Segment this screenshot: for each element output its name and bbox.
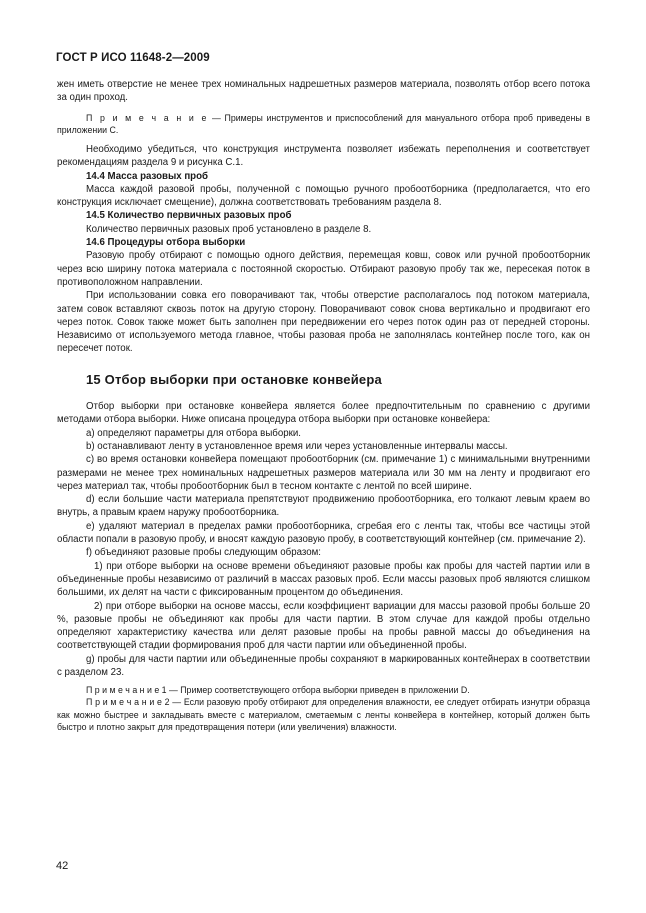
note-tools: [57, 112, 590, 136]
paragraph-intro: жен иметь отверстие не менее трех номинальных надрешетных размеров материала, позволять отбор всего потока за один проход.: [57, 79, 590, 104]
paragraph-check: Необходимо убедиться, что конструкция инструмента позволяет избежать переполнения и соответствует рекомендациям раздела 9 и рисунка С.1.: [57, 144, 590, 169]
paragraph-14-6-a: Разовую пробу отбирают с помощью одного действия, перемещая ковш, совок или ручной пробоотборник через всю ширину потока материала с постоянной скоростью. Отбирают разовую пробу так же, пересекая поток в противоположном направлении.: [57, 250, 590, 288]
list-item-g: g) пробы для части партии или объединенные пробы сохраняют в маркированных контейнерах в соответствии с разделом 23.: [57, 653, 590, 678]
standard-header: ГОСТ Р ИСО 11648-2—2009: [56, 52, 210, 64]
list-item-f-2: 2) при отборе выборки на основе массы, если коэффициент вариации для массы разовой пробы больше 20 %, разовые пробы не объединяют как пробы для части партии. В этом случае для каждой пробы отдельно определяют характеристику качества или делят разовые пробы на пробы равной массы до объединения на соответствующей стадии формирования проб для части партии или объединенной пробы.: [57, 600, 590, 652]
page-body: [57, 78, 590, 733]
section-15-title: 15 Отбор выборки при остановке конвейера: [86, 371, 382, 387]
list-item-c: c) во время остановки конвейера помещают пробоотборник (см. примечание 1) с минимальными внутренними размерами не менее трех номинальных надрешетных размеров материала или 30 мм на ленту и продвигают его через материал так, чтобы пробоотборник был в тесном контакте с лентой по всей ширине.: [57, 454, 590, 492]
list-item-d: d) если большие части материала препятствуют продвижению пробоотборника, его толкают левым краем во внутрь, а правым краем наружу пробоотборника.: [57, 494, 590, 519]
paragraph-14-6-b: При использовании совка его поворачивают так, чтобы отверстие располагалось под потоком материала, затем совок вставляют сквозь поток на другую сторону. Поворачивают совок снова вертикально и продвигают его через поток. Совок также может быть заполнен при передвижении его через поток один раз от передней стороны. Независимо от используемого метода главное, чтобы разовая проба не заполнялась контейнер после того, как он пересечет поток.: [57, 290, 590, 355]
paragraph-15-intro: Отбор выборки при остановке конвейера является более предпочтительным по сравнению с другими методами отбора выборки. Ниже описана процедура отбора выборки при остановке конвейера:: [57, 401, 590, 426]
note-1-text: — Пример соответствующего отбора выборки приведен в приложении D.: [166, 685, 470, 696]
heading-14-6: 14.6 Процедуры отбора выборки: [86, 237, 246, 249]
heading-14-5: 14.5 Количество первичных разовых проб: [86, 210, 292, 222]
note-2-text: — Если разовую пробу отбирают для определения влажности, ее следует отбирать изнутри образца как можно быстрее и закладывать вместе с материалом, сметаемым с ленты конвейера в контейнер, который должен быть быстро и плотно закрыт для предотвращения потери (или увеличения) влажности.: [57, 697, 590, 732]
list-item-a: a) определяют параметры для отбора выборки.: [86, 427, 301, 439]
list-item-f: f) объединяют разовые пробы следующим образом:: [86, 547, 321, 559]
page-number: 42: [56, 860, 69, 872]
note-1-label: П р и м е ч а н и е 1: [86, 685, 167, 696]
paragraph-14-5: Количество первичных разовых проб установлено в разделе 8.: [86, 223, 372, 235]
paragraph-14-4: Масса каждой разовой пробы, полученной с помощью ручного пробоотборника (предполагается, что его конструкция исключает смещение), должна соответствовать требованиям раздела 8.: [57, 183, 590, 209]
list-item-b: b) останавливают ленту в установленное время или через установленные интервалы массы.: [86, 440, 508, 452]
list-item-f-1: 1) при отборе выборки на основе времени объединяют разовые пробы как пробы для частей партии или в объединенные пробы независимо от различий в массах разовых проб. Если массы разовых проб являются слишком большими, их делят на части с фиксированным процентом до объединения.: [57, 560, 590, 599]
list-item-e: e) удаляют материал в пределах рамки пробоотборника, сгребая его с ленты так, чтобы все частицы этой области попали в разовую пробу, и вносят каждую разовую пробу, в соответствующий контейнер (см. примечание 2).: [57, 520, 590, 546]
note-text: — Примеры инструментов и приспособлений для мануального отбора проб приведены в приложении С.: [57, 112, 590, 135]
note-2: [57, 696, 590, 733]
note-label: П р и м е ч а н и е: [86, 112, 209, 123]
note-2-label: П р и м е ч а н и е 2: [86, 697, 170, 708]
heading-14-4: 14.4 Масса разовых проб: [86, 170, 208, 182]
note-1: [57, 684, 590, 696]
